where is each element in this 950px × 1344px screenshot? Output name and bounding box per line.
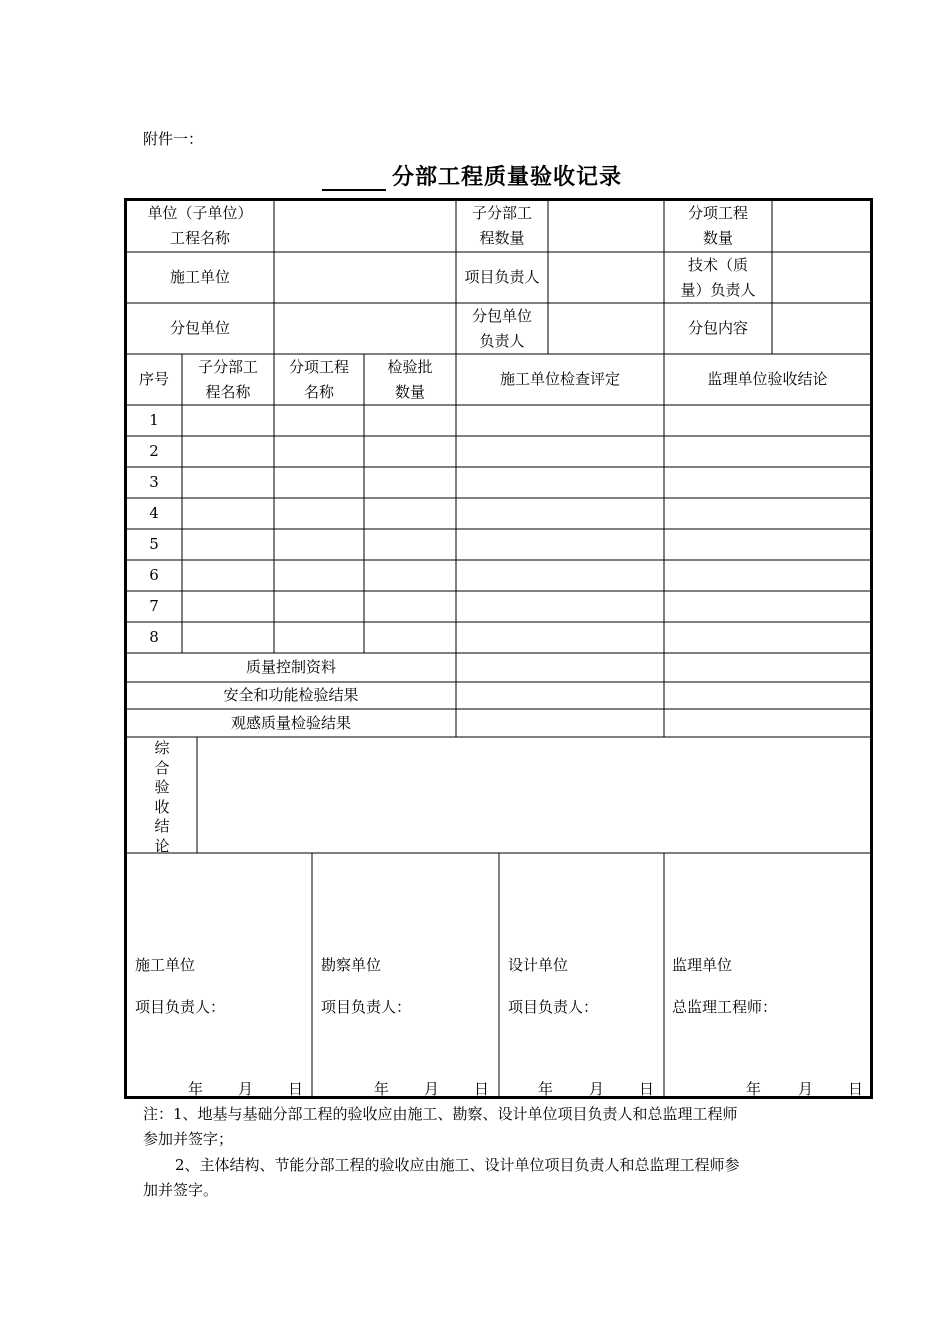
acceptance-form <box>124 198 873 1099</box>
subcontractor-label: 分包单位 <box>169 319 230 337</box>
summary-safety-function: 安全和功能检验结果 <box>223 686 359 704</box>
sub-item-count-label: 分项工程 数量 <box>687 204 748 247</box>
subcontractor-manager-field[interactable] <box>548 303 664 354</box>
sig-person: 项目负责人： <box>508 998 599 1016</box>
project-name-label: 单位（子单位） 工程名称 <box>147 204 253 247</box>
conclusion-label: 综 合 验 收 结 论 <box>154 739 170 855</box>
sig-day: 日 <box>639 1080 655 1098</box>
sig-month: 月 <box>798 1080 814 1098</box>
sig-day: 日 <box>288 1080 304 1098</box>
title-blank[interactable] <box>322 167 386 191</box>
contractor-label: 施工单位 <box>169 268 230 286</box>
row-number: 7 <box>149 597 159 615</box>
sig-unit: 勘察单位 <box>321 956 382 974</box>
note-line: 注：1、地基与基础分部工程的验收应由施工、勘察、设计单位项目负责人和总监理工程师 <box>143 1105 738 1123</box>
project-name-field[interactable] <box>274 200 456 252</box>
row-number: 6 <box>149 566 159 584</box>
sub-item-count-field[interactable] <box>772 200 871 252</box>
note-line: 参加并签字； <box>143 1130 234 1148</box>
row-number: 8 <box>149 628 159 646</box>
page-title <box>322 160 622 191</box>
contractor-field[interactable] <box>274 252 456 303</box>
sub-division-count-label: 子分部工 程数量 <box>471 204 532 247</box>
sig-day: 日 <box>474 1080 490 1098</box>
sig-day: 日 <box>848 1080 864 1098</box>
sig-year: 年 <box>374 1080 390 1098</box>
row-number: 2 <box>149 442 159 460</box>
project-manager-label: 项目负责人 <box>464 268 540 286</box>
sig-year: 年 <box>746 1080 762 1098</box>
sig-year: 年 <box>188 1080 204 1098</box>
sig-person: 总监理工程师： <box>672 998 778 1016</box>
sig-unit: 施工单位 <box>135 956 196 974</box>
sub-division-count-field[interactable] <box>548 200 664 252</box>
col-sub-division-name: 子分部工 程名称 <box>197 357 258 401</box>
subcontractor-manager-label: 分包单位 负责人 <box>471 306 532 350</box>
col-supervisor-conclusion: 监理单位验收结论 <box>707 370 828 388</box>
sig-month: 月 <box>424 1080 440 1098</box>
col-seq: 序号 <box>138 370 169 388</box>
sig-year: 年 <box>538 1080 554 1098</box>
row-number: 4 <box>149 504 159 522</box>
technical-manager-label: 技术（质 量）负责人 <box>680 255 756 299</box>
attachment-label: 附件一： <box>143 130 204 148</box>
summary-quality-control: 质量控制资料 <box>245 658 336 676</box>
subcontractor-field[interactable] <box>274 303 456 354</box>
note-line: 加并签字。 <box>143 1181 219 1199</box>
row-number: 5 <box>149 535 159 553</box>
sig-person: 项目负责人： <box>321 998 412 1016</box>
technical-manager-field[interactable] <box>772 252 871 303</box>
subcontract-content-field[interactable] <box>772 303 871 354</box>
col-batch-count: 检验批 数量 <box>387 357 433 401</box>
col-sub-item-name: 分项工程 名称 <box>288 357 349 401</box>
project-manager-field[interactable] <box>548 252 664 303</box>
sig-unit: 监理单位 <box>672 956 733 974</box>
sig-unit: 设计单位 <box>508 956 569 974</box>
sig-month: 月 <box>238 1080 254 1098</box>
sig-month: 月 <box>589 1080 605 1098</box>
row-number: 1 <box>149 411 159 429</box>
row-number: 3 <box>149 473 159 491</box>
subcontract-content-label: 分包内容 <box>687 319 748 337</box>
title-text: 分部工程质量验收记录 <box>392 165 623 190</box>
summary-appearance: 观感质量检验结果 <box>230 713 351 732</box>
conclusion-field[interactable] <box>197 737 871 853</box>
col-contractor-check: 施工单位检查评定 <box>499 370 620 388</box>
sig-person: 项目负责人： <box>135 998 226 1016</box>
note-line: 2、主体结构、节能分部工程的验收应由施工、设计单位项目负责人和总监理工程师参 <box>175 1156 740 1174</box>
